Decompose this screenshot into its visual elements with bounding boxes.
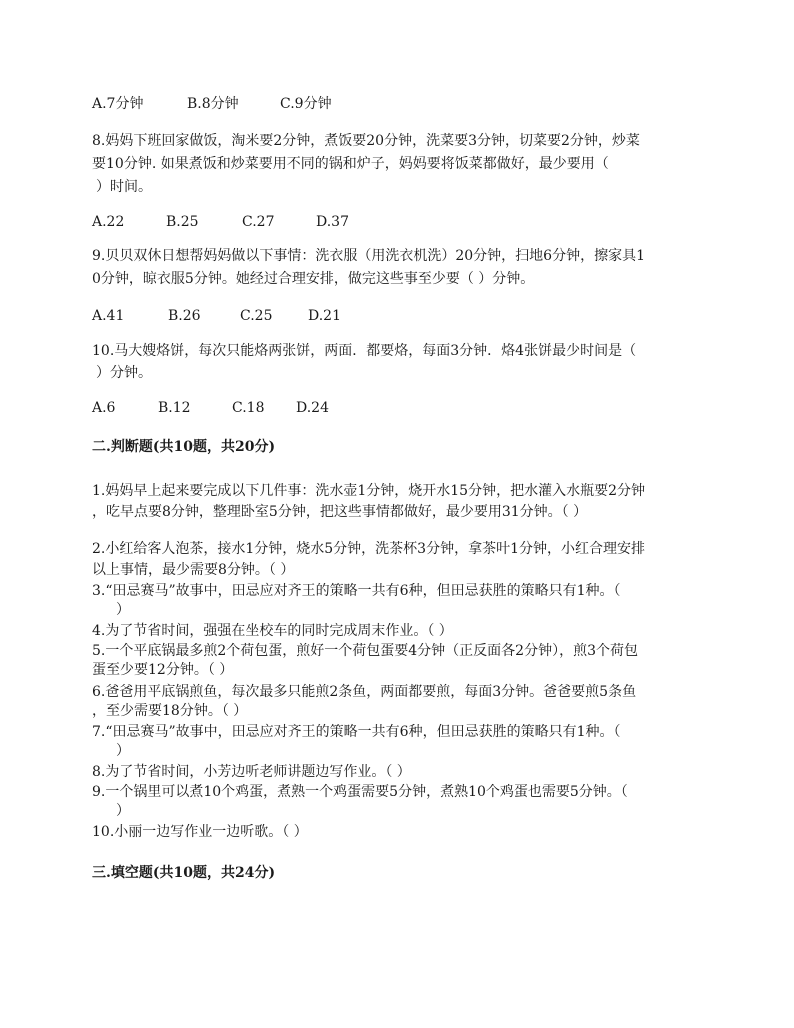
judge-item-3-line-1: 3.“田忌赛马”故事中，田忌应对齐王的策略一共有6种，但田忌获胜的策略只有1种。（ [92, 583, 621, 599]
q10-option-b: B.12 [158, 400, 191, 416]
q9-option-d: D.21 [308, 308, 341, 324]
q7-option-b: B.8分钟 [187, 96, 239, 112]
q8-option-c: C.27 [242, 214, 275, 230]
judge-item-2-line-1: 2.小红给客人泡茶，接水1分钟，烧水5分钟，洗茶杯3分钟，拿茶叶1分钟，小红合理安排 [92, 541, 645, 557]
judge-item-8-line-1: 8.为了节省时间，小芳边听老师讲题边写作业。（ ） [92, 764, 411, 780]
q7-option-a: A.7分钟 [92, 96, 144, 112]
judge-item-5-line-1: 5.一个平底锅最多煎2个荷包蛋，煎好一个荷包蛋要4分钟（正反面各2分钟），煎3个荷包 [92, 643, 638, 659]
q10-option-a: A.6 [92, 400, 116, 416]
judge-item-7-line-2: ） [116, 743, 130, 759]
q10-option-d: D.24 [296, 400, 329, 416]
q8-line-2: 要10分钟. 如果煮饭和炒菜要用不同的锅和炉子，妈妈要将饭菜都做好，最少要用（ [92, 156, 609, 172]
q8-option-b: B.25 [166, 214, 199, 230]
q9-line-2: 0分钟，晾衣服5分钟。她经过合理安排，做完这些事至少要（ ）分钟。 [92, 271, 535, 287]
judge-item-4-line-1: 4.为了节省时间，强强在坐校车的同时完成周末作业。（ ） [92, 623, 453, 639]
q10-line-1: 10.马大嫂烙饼，每次只能烙两张饼，两面．都要烙，每面3分钟．烙4张饼最少时间是（ [92, 343, 637, 359]
judge-item-1-line-1: 1.妈妈早上起来要完成以下几件事：洗水壶1分钟，烧开水15分钟，把水灌入水瓶要2分钟 [92, 483, 645, 499]
judge-item-6-line-1: 6.爸爸用平底锅煎鱼，每次最多只能煎2条鱼，两面都要煎，每面3分钟。爸爸要煎5条鱼 [92, 684, 637, 700]
q8-line-1: 8.妈妈下班回家做饭，淘米要2分钟，煮饭要20分钟，洗菜要3分钟，切菜要2分钟，炒菜 [92, 133, 640, 149]
q8-option-d: D.37 [316, 214, 349, 230]
q8-line-3: ）时间。 [96, 179, 152, 195]
judge-item-9-line-2: ） [116, 803, 130, 819]
judge-item-1-line-2: ，吃早点要8分钟，整理卧室5分钟，把这些事情都做好，最少要用31分钟。（ ） [92, 504, 588, 520]
judge-item-6-line-2: ，至少需要18分钟。（ ） [92, 703, 248, 719]
q8-option-a: A.22 [92, 214, 125, 230]
section-2-title: 二.判断题(共10题，共20分) [92, 439, 276, 455]
q7-option-c: C.9分钟 [280, 96, 332, 112]
judge-item-5-line-2: 蛋至少要12分钟。（ ） [92, 662, 234, 678]
q9-option-a: A.41 [92, 308, 125, 324]
q9-option-b: B.26 [168, 308, 201, 324]
section-3-title: 三.填空题(共10题，共24分) [92, 865, 276, 881]
judge-item-10-line-1: 10.小丽一边写作业一边听歌。（ ） [92, 824, 308, 840]
judge-item-9-line-1: 9.一个锅里可以煮10个鸡蛋，煮熟一个鸡蛋需要5分钟，煮熟10个鸡蛋也需要5分钟。（ [92, 784, 628, 800]
judge-item-7-line-1: 7.“田忌赛马”故事中，田忌应对齐王的策略一共有6种，但田忌获胜的策略只有1种。（ [92, 724, 621, 740]
q10-line-2: ）分钟。 [96, 365, 152, 381]
judge-item-2-line-2: 以上事情，最少需要8分钟。（ ） [92, 562, 295, 578]
q9-line-1: 9.贝贝双休日想帮妈妈做以下事情：洗衣服（用洗衣机洗）20分钟，扫地6分钟，擦家具1 [92, 248, 645, 264]
q9-option-c: C.25 [240, 308, 273, 324]
judge-item-3-line-2: ） [116, 602, 130, 618]
q10-option-c: C.18 [232, 400, 265, 416]
